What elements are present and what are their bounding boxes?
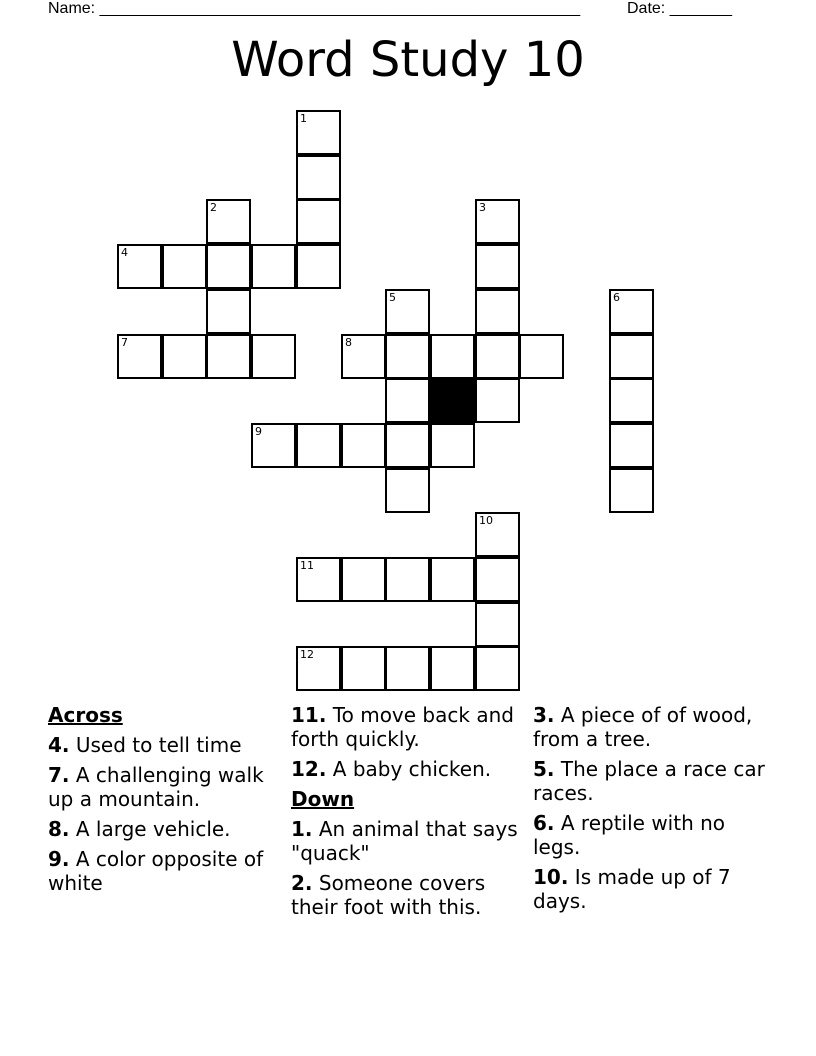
- crossword-cell[interactable]: [296, 557, 341, 602]
- clue-number: 2.: [291, 871, 313, 895]
- cell-number: 6: [613, 291, 620, 304]
- cell-number: 3: [479, 201, 486, 214]
- crossword-cell[interactable]: [296, 155, 341, 200]
- clue-text: A challenging walk up a mountain.: [48, 763, 264, 811]
- clue-number: 10.: [533, 865, 569, 889]
- name-line[interactable]: ______________________________________________________: [99, 0, 581, 17]
- crossword-black-cell: [430, 378, 475, 423]
- crossword-cell[interactable]: [206, 199, 251, 244]
- clue-text: Is made up of 7 days.: [533, 865, 731, 913]
- crossword-cell[interactable]: [475, 646, 520, 691]
- crossword-cell[interactable]: [430, 646, 475, 691]
- crossword-cell[interactable]: [251, 423, 296, 468]
- down-heading: Down: [291, 787, 355, 811]
- name-label: Name:: [48, 0, 96, 17]
- cell-number: 12: [300, 648, 314, 661]
- clue-number: 4.: [48, 733, 70, 757]
- crossword-cell[interactable]: [475, 378, 520, 423]
- clue-number: 7.: [48, 763, 70, 787]
- crossword-cell[interactable]: [430, 334, 475, 379]
- clues-column-3: [533, 703, 768, 919]
- crossword-cell[interactable]: [385, 468, 430, 513]
- clue-number: 12.: [291, 757, 327, 781]
- crossword-cell[interactable]: [385, 423, 430, 468]
- clue-down-10: [533, 865, 768, 913]
- clue-across-8: [48, 817, 283, 841]
- crossword-cell[interactable]: [609, 289, 654, 334]
- cell-number: 7: [121, 336, 128, 349]
- crossword-cell[interactable]: [341, 334, 386, 379]
- clue-across-4: [48, 733, 283, 757]
- crossword-cell[interactable]: [341, 557, 386, 602]
- date-label: Date:: [627, 0, 666, 17]
- crossword-cell[interactable]: [206, 334, 251, 379]
- clue-across-9: [48, 847, 283, 895]
- crossword-cell[interactable]: [475, 199, 520, 244]
- crossword-cell[interactable]: [519, 334, 564, 379]
- clue-across-12: [291, 757, 526, 781]
- crossword-cell[interactable]: [296, 110, 341, 155]
- clue-text: Used to tell time: [75, 733, 242, 757]
- crossword-cell[interactable]: [296, 646, 341, 691]
- crossword-cell[interactable]: [162, 244, 207, 289]
- crossword-cell[interactable]: [385, 557, 430, 602]
- crossword-cell[interactable]: [296, 199, 341, 244]
- crossword-cell[interactable]: [341, 646, 386, 691]
- crossword-cell[interactable]: [296, 423, 341, 468]
- crossword-cell[interactable]: [475, 244, 520, 289]
- crossword-cell[interactable]: [475, 289, 520, 334]
- crossword-cell[interactable]: [475, 557, 520, 602]
- clue-number: 6.: [533, 811, 555, 835]
- clue-number: 8.: [48, 817, 70, 841]
- clue-number: 1.: [291, 817, 313, 841]
- clue-down-6: [533, 811, 768, 859]
- clue-text: A color opposite of white: [48, 847, 264, 895]
- crossword-cell[interactable]: [385, 289, 430, 334]
- date-line[interactable]: _______: [669, 0, 732, 17]
- clue-down-5: [533, 757, 768, 805]
- crossword-cell[interactable]: [475, 512, 520, 557]
- crossword-cell[interactable]: [385, 334, 430, 379]
- crossword-cell[interactable]: [162, 334, 207, 379]
- clue-down-2: [291, 871, 526, 919]
- cell-number: 5: [389, 291, 396, 304]
- page-title: Word Study 10: [231, 32, 585, 88]
- clue-text: A piece of of wood, from a tree.: [533, 703, 753, 751]
- clues-column-2: [291, 703, 526, 925]
- clue-across-11: [291, 703, 526, 751]
- clue-number: 5.: [533, 757, 555, 781]
- across-heading: Across: [48, 703, 123, 727]
- cell-number: 4: [121, 246, 128, 259]
- crossword-cell[interactable]: [609, 378, 654, 423]
- crossword-cell[interactable]: [609, 334, 654, 379]
- cell-number: 9: [255, 425, 262, 438]
- clue-text: Someone covers their foot with this.: [291, 871, 486, 919]
- crossword-cell[interactable]: [430, 423, 475, 468]
- clue-across-7: [48, 763, 283, 811]
- crossword-cell[interactable]: [475, 334, 520, 379]
- clue-down-1: [291, 817, 526, 865]
- cell-number: 2: [210, 201, 217, 214]
- cell-number: 11: [300, 559, 314, 572]
- clue-text: A large vehicle.: [75, 817, 231, 841]
- cell-number: 1: [300, 112, 307, 125]
- clue-number: 11.: [291, 703, 327, 727]
- clue-text: To move back and forth quickly.: [291, 703, 514, 751]
- crossword-cell[interactable]: [385, 378, 430, 423]
- crossword-cell[interactable]: [251, 334, 296, 379]
- crossword-cell[interactable]: [117, 244, 162, 289]
- crossword-cell[interactable]: [206, 289, 251, 334]
- cell-number: 8: [345, 336, 352, 349]
- crossword-cell[interactable]: [341, 423, 386, 468]
- crossword-cell[interactable]: [206, 244, 251, 289]
- crossword-cell[interactable]: [609, 468, 654, 513]
- clue-down-3: [533, 703, 768, 751]
- clue-text: A baby chicken.: [332, 757, 492, 781]
- crossword-cell[interactable]: [117, 334, 162, 379]
- cell-number: 10: [479, 514, 493, 527]
- crossword-cell[interactable]: [430, 557, 475, 602]
- clue-text: An animal that says "quack": [291, 817, 518, 865]
- crossword-cell[interactable]: [251, 244, 296, 289]
- clues-column-1: [48, 703, 283, 901]
- crossword-cell[interactable]: [609, 423, 654, 468]
- clue-text: A reptile with no legs.: [533, 811, 726, 859]
- crossword-cell[interactable]: [296, 244, 341, 289]
- clue-text: The place a race car races.: [533, 757, 765, 805]
- clue-number: 9.: [48, 847, 70, 871]
- crossword-cell[interactable]: [475, 602, 520, 647]
- clue-number: 3.: [533, 703, 555, 727]
- crossword-cell[interactable]: [385, 646, 430, 691]
